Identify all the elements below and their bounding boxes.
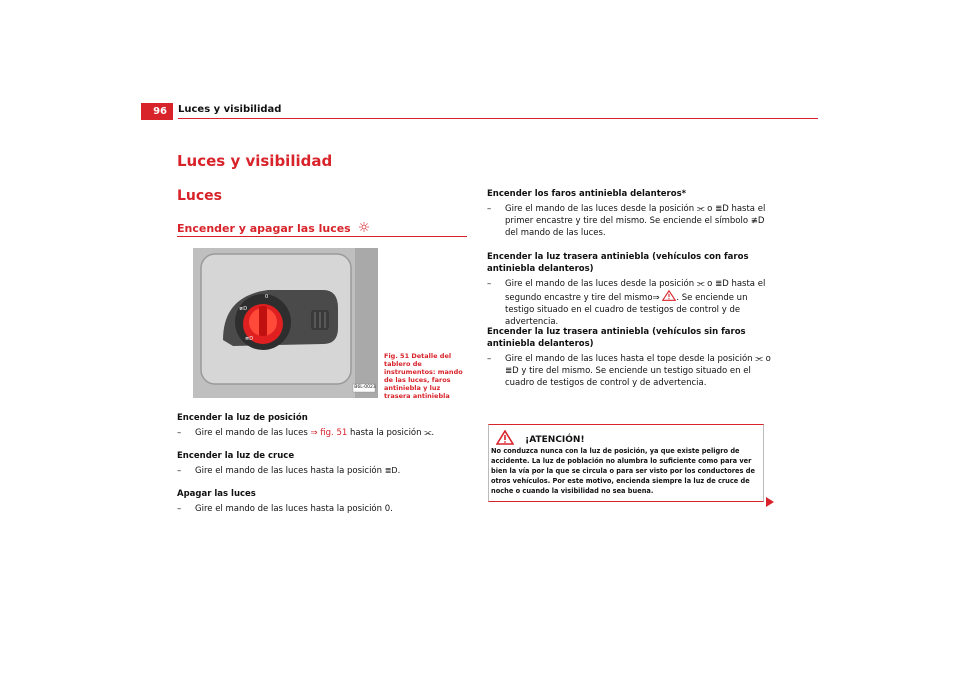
page-number: 96 [141,103,173,120]
chapter-title: Luces y visibilidad [177,152,333,170]
section-heading: Encender la luz de posición [177,413,308,423]
warning-triangle-icon [496,430,514,445]
parking-light-icon: ⫘ [424,428,432,437]
warning-triangle-icon [662,290,676,301]
warning-heading [496,430,585,445]
low-beam-icon: ≣D [384,466,398,475]
instruction-item: – Gire el mando de las luces desde la posición ⫘ o ≣D hasta el segundo encastre y tire del mismo⇒ . Se enciende un testigo situado en el cuadro de testigos de control y de advertencia. [487,279,766,327]
instruction-item: – Gire el mando de las luces desde la posición ⫘ o ≣D hasta el primer encastre y tire del mismo. Se enciende el símbolo ≢D del mando de las luces. [487,204,766,238]
svg-text:≣D: ≣D [245,336,254,342]
section-rear-fog-without-front [487,326,772,389]
section-position-light [177,412,467,439]
section-front-fog [487,188,772,239]
section-low-beam [177,450,467,477]
instruction-item: – Gire el mando de las luces hasta el tope desde la posición ⫘ o ≣D y tire del mismo. Se enciende un testigo situado en el cuadro de testigos de control y de advertencia. [487,354,771,388]
instruction-item: – Gire el mando de las luces hasta la posición ≣D. [177,466,401,476]
header-divider [178,118,818,119]
svg-text:≢D: ≢D [239,306,248,312]
section-heading: Encender la luz trasera antiniebla (vehículos con faros antiniebla delanteros) [487,252,749,274]
figure-caption: Fig. 51 Detalle del tablero de instrumentos: mando de las luces, faros antiniebla y luz trasera antiniebla [384,352,463,400]
section-heading: Apagar las luces [177,489,256,499]
instruction-item: – Gire el mando de las luces hasta la posición 0. [177,504,393,514]
warning-text: No conduzca nunca con la luz de posición, ya que existe peligro de accidente. La luz de población no alumbra lo suficiente como para ver bien la vía por la que se circula o para ser visto por los conductores de otros vehículos. Por este motivo, encienda siempre la luz de cruce de noche o cuando la visibilidad no sea buena. [491,447,755,495]
continue-arrow-icon [765,493,775,512]
section-heading: Encender los faros antiniebla delanteros* [487,189,687,199]
sun-light-icon [359,222,369,235]
section-lights-off [177,488,467,515]
warning-title: ¡ATENCIÓN! [525,435,585,445]
instruction-item: – Gire el mando de las luces ⇒ fig. 51 hasta la posición ⫘. [177,428,435,438]
subsection-divider [177,236,467,237]
section-heading: Encender la luz trasera antiniebla (vehículos sin faros antiniebla delanteros) [487,327,746,349]
figure-code: B6L-0023 [354,385,376,390]
subsection-title [177,222,369,235]
subsection-title-text: Encender y apagar las luces [177,222,351,235]
section-rear-fog-with-front [487,251,772,328]
light-switch-panel-image [193,248,378,398]
running-title: Luces y visibilidad [178,104,282,115]
svg-text:0: 0 [265,294,269,300]
section-heading: Encender la luz de cruce [177,451,295,461]
section-title: Luces [177,188,223,204]
figure-link[interactable]: ⇒ fig. 51 [310,428,348,438]
